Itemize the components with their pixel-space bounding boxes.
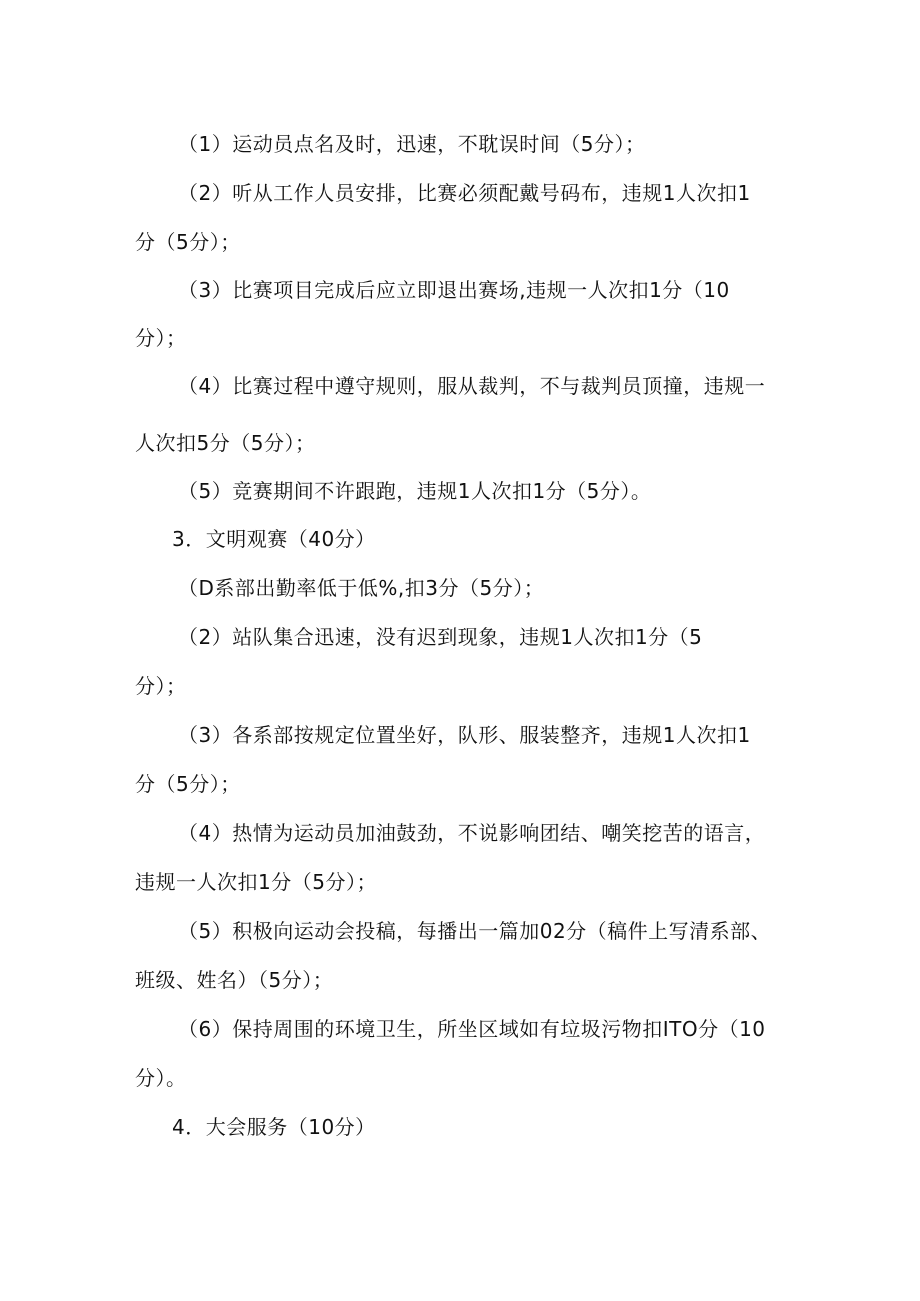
- section-3-item-5-line-2: 班级、姓名）（5分）；: [135, 968, 334, 992]
- section-3-item-3-line-1: （3）各系部按规定位置坐好，队形、服装整齐，违规1人次扣1: [178, 723, 751, 747]
- item-1-line-1: （1）运动员点名及时，迅速，不耽误时间（5分）；: [178, 132, 646, 156]
- section-3-item-5-line-1: （5）积极向运动会投稿，每播出一篇加02分（稿件上写清系部、: [178, 919, 772, 943]
- item-3-line-2: 分）；: [135, 326, 187, 350]
- item-2-line-2: 分（5分）；: [135, 230, 241, 254]
- section-3-item-1: （D系部出勤率低于低%,扣3分（5分）；: [178, 576, 545, 600]
- item-4-line-1: （4）比赛过程中遵守规则，服从裁判，不与裁判员顶撞，违规一: [178, 374, 766, 398]
- item-5-line-1: （5）竞赛期间不许跟跑，违规1人次扣1分（5分）。: [178, 479, 652, 503]
- section-3-item-6-line-1: （6）保持周围的环境卫生，所坐区域如有垃圾污物扣ITO分（10: [178, 1017, 766, 1041]
- section-3-item-6-line-2: 分）。: [135, 1066, 187, 1090]
- item-2-line-1: （2）听从工作人员安排，比赛必须配戴号码布，违规1人次扣1: [178, 181, 751, 205]
- section-4-heading: 4．大会服务（10分）: [172, 1115, 376, 1139]
- section-3-item-4-line-2: 违规一人次扣1分（5分）；: [135, 870, 377, 894]
- section-3-heading: 3．文明观赛（40分）: [172, 527, 376, 551]
- section-3-item-2-line-1: （2）站队集合迅速，没有迟到现象，违规1人次扣1分（5: [178, 625, 703, 649]
- item-4-line-2: 人次扣5分（5分）；: [135, 431, 316, 455]
- section-3-item-4-line-1: （4）热情为运动员加油鼓劲，不说影响团结、嘲笑挖苦的语言，: [178, 821, 766, 845]
- section-3-item-3-line-2: 分（5分）；: [135, 772, 241, 796]
- item-3-line-1: （3）比赛项目完成后应立即退出赛场,违规一人次扣1分（10: [178, 278, 730, 302]
- section-3-item-2-line-2: 分）；: [135, 674, 187, 698]
